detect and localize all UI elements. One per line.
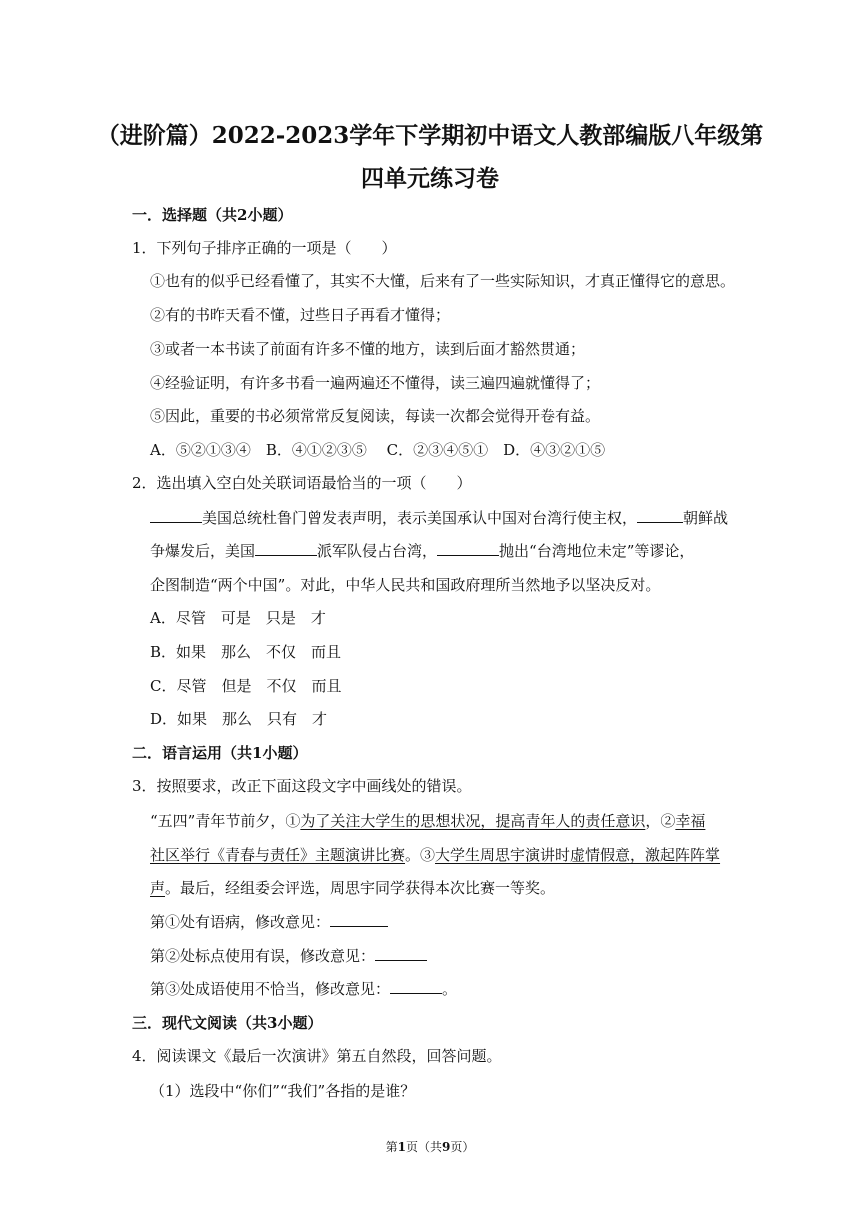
section-heading-choice: 一．选择题（共2小题） bbox=[132, 206, 293, 224]
question-1-sentence-4: ④经验证明，有许多书看一遍两遍还不懂得，读三遍四遍就懂得了； bbox=[150, 374, 601, 392]
question-2-option-a: A．尽管 可是 只是 才 bbox=[150, 609, 326, 627]
underlined-phrase-2: 幸福 bbox=[675, 812, 706, 830]
question-1-sentence-1: ①也有的似乎已经看懂了，其实不大懂，后来有了一些实际知识，才真正懂得它的意思。 bbox=[150, 272, 736, 290]
total-page-count: 9 bbox=[442, 1140, 451, 1154]
underlined-phrase-1: 为了关注大学生的思想状况，提高青年人的责任意识 bbox=[300, 812, 646, 830]
question-2-passage-line-1: 美国总统杜鲁门曾发表声明，表示美国承认中国对台湾行使主权， 朝鲜战 bbox=[150, 508, 728, 528]
answer-blank bbox=[390, 979, 442, 994]
underlined-phrase-3-cont: 声 bbox=[150, 879, 166, 897]
answer-blank bbox=[330, 912, 388, 927]
answer-blank bbox=[637, 508, 683, 523]
question-1-sentence-3: ③或者一本书读了前面有许多不懂的地方，读到后面才豁然贯通； bbox=[150, 340, 586, 358]
question-3-passage-line-2: 社区举行《青春与责任》主题演讲比赛。③大学生周思宇演讲时虚情假意，激起阵阵掌 bbox=[150, 846, 721, 864]
section-heading-language-use: 二．语言运用（共1小题） bbox=[132, 744, 308, 762]
question-3-revision-3: 第③处成语使用不恰当，修改意见： 。 bbox=[150, 980, 458, 998]
question-1-sentence-5: ⑤因此，重要的书必须常常反复阅读，每读一次都会觉得开卷有益。 bbox=[150, 407, 601, 425]
question-2-passage-line-3: 企图制造“两个中国”。对此，中华人民共和国政府理所当然地予以坚决反对。 bbox=[150, 576, 661, 594]
exam-title-line2: 四单元练习卷 bbox=[361, 165, 499, 192]
question-3-revision-2: 第②处标点使用有误，修改意见： bbox=[150, 946, 427, 966]
question-2-passage-line-2: 争爆发后，美国 派军队侵占台湾， 抛出“台湾地位未定”等谬论， bbox=[150, 542, 695, 560]
answer-blank bbox=[375, 946, 427, 961]
question-2-stem: 2．选出填入空白处关联词语最恰当的一项（ ） bbox=[132, 474, 472, 492]
question-3-revision-1: 第①处有语病，修改意见： bbox=[150, 912, 388, 932]
question-1-stem: 1．下列句子排序正确的一项是（ ） bbox=[132, 239, 397, 257]
question-3-stem: 3．按照要求，改正下面这段文字中画线处的错误。 bbox=[132, 777, 472, 795]
answer-blank bbox=[150, 508, 202, 523]
current-page-number: 1 bbox=[397, 1140, 406, 1154]
underlined-phrase-2-cont: 社区举行《青春与责任》主题演讲比赛 bbox=[150, 846, 406, 864]
question-2-option-c: C．尽管 但是 不仅 而且 bbox=[150, 677, 342, 695]
question-2-option-d: D．如果 那么 只有 才 bbox=[150, 710, 328, 728]
underlined-phrase-3: 大学生周思宇演讲时虚情假意，激起阵阵掌 bbox=[435, 846, 721, 864]
answer-blank bbox=[255, 541, 317, 556]
question-1-sentence-2: ②有的书昨天看不懂，过些日子再看才懂得； bbox=[150, 306, 451, 324]
exam-title-line1: （进阶篇）2022-2023学年下学期初中语文人教部编版八年级第 bbox=[96, 122, 764, 149]
answer-blank bbox=[437, 541, 499, 556]
page-footer: 第1页（共9页） bbox=[385, 1140, 475, 1154]
question-2-option-b: B．如果 那么 不仅 而且 bbox=[150, 643, 342, 661]
question-1-options: A．⑤②①③④ B．④①②③⑤ C．②③④⑤① D．④③②①⑤ bbox=[150, 441, 606, 459]
section-heading-modern-reading: 三．现代文阅读（共3小题） bbox=[132, 1014, 323, 1032]
question-3-passage-line-3: 声。最后，经组委会评选，周思宇同学获得本次比赛一等奖。 bbox=[150, 879, 556, 897]
question-4-subquestion-1: （1）选段中“你们”“我们”各指的是谁？ bbox=[150, 1082, 416, 1100]
question-4-stem: 4．阅读课文《最后一次演讲》第五自然段，回答问题。 bbox=[132, 1047, 502, 1065]
question-3-passage-line-1: “五四”青年节前夕，①为了关注大学生的思想状况，提高青年人的责任意识，②幸福 bbox=[150, 812, 706, 830]
